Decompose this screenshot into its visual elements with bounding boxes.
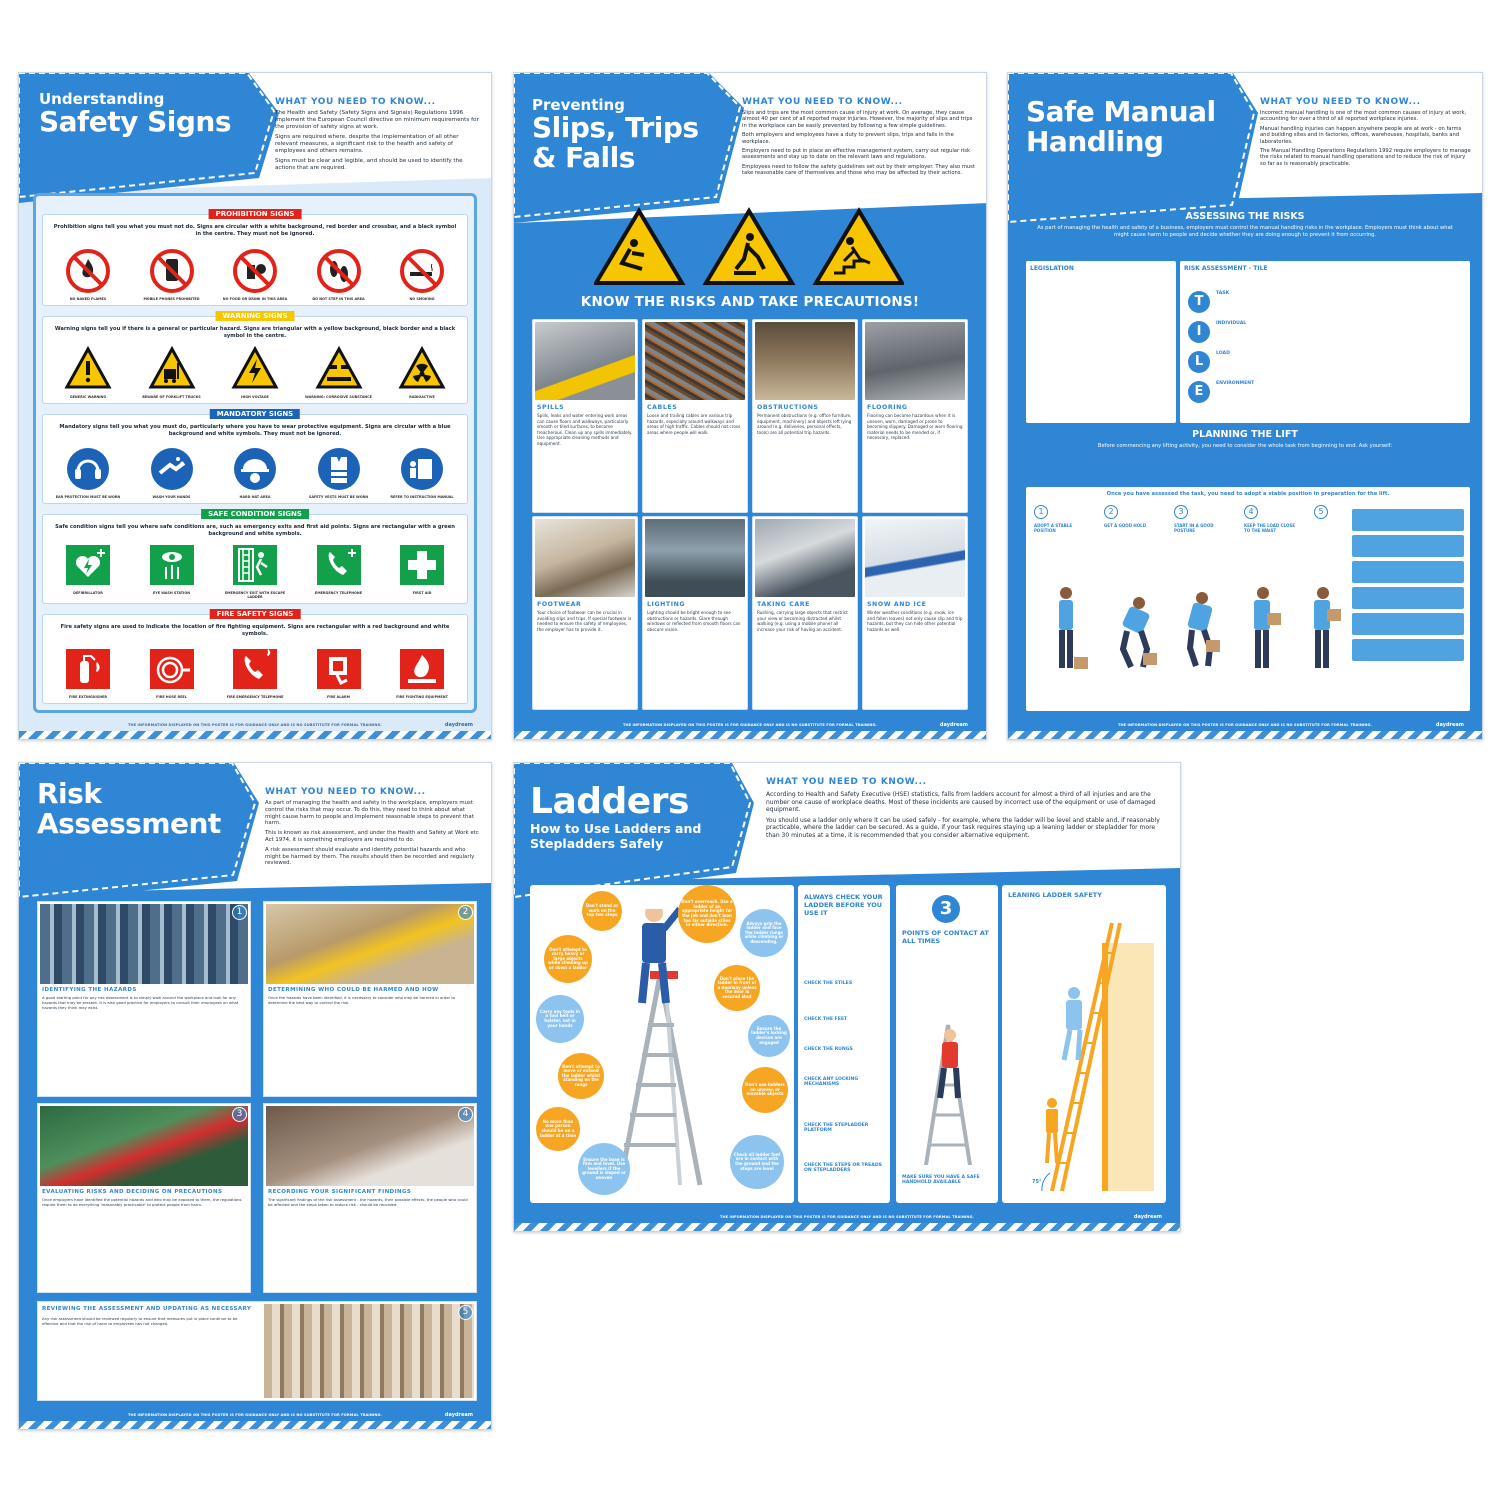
tile-letter-badge: I — [1188, 321, 1210, 343]
tile-letter-badge: L — [1188, 351, 1210, 373]
poster-title — [532, 97, 699, 173]
prohibition-section — [42, 210, 468, 306]
sign-caption: MOBILE PHONES PROHIBITED — [143, 297, 200, 301]
sign-caption: EMERGENCY TELEPHONE — [314, 591, 363, 595]
brand-logo: daydream — [444, 722, 473, 728]
sign-mobile-phones — [137, 247, 207, 301]
title-big: Assessment — [37, 807, 221, 840]
intro-paragraph: A risk assessment should evaluate and identify potential hazards and who might be harmed by them. The results should then be recorded and regularly reviewed. — [265, 846, 475, 867]
check-item: CHECK THE STEPS OR TREADS ON STEPLADDERS — [804, 1163, 882, 1173]
sign-emergency-phone — [304, 541, 374, 599]
ladder-tip-bubble: Ensure the ladder's locking devices are engaged — [748, 1015, 790, 1057]
fire-alarm-icon — [315, 645, 363, 693]
sign-forklift — [137, 345, 207, 399]
sign-caption: FIRE EXTINGUISHER — [68, 695, 108, 699]
intro-text — [275, 110, 481, 175]
ladder-tip-bubble: Always grip the ladder and face the ladder rungs while climbing or descending. — [740, 909, 788, 957]
phone-icon — [315, 541, 363, 589]
hazard-text: Spills, leaks and water entering work areas can cause floors and walkways, particularly smooth or tiled surfaces, to become treacherous. Clean up any spills immediately. Use appropriate cleaning methods and equipment. — [537, 413, 633, 446]
tile-panel — [1180, 261, 1470, 423]
hazard-text: Lighting should be bright enough to see obstructions or hazards. Glare through windows or reflected from smooth floors can obscure vision. — [647, 610, 741, 632]
section-description: Mandatory signs tell you what you must do, particularly where you have to wear protective equipment. Signs are circular with a blue background and white symbols. They must not be ignored. — [59, 424, 451, 437]
intro-paragraph: Employers need to put in place an effective management system, carry out regular risk assessments and stay up to date on the relevant laws and regulations. — [742, 148, 971, 161]
risk-step-card — [263, 1103, 477, 1293]
sign-safety-vest — [304, 445, 374, 499]
signs-frame — [33, 193, 477, 713]
hatch-border — [19, 731, 491, 739]
worker-figure — [642, 901, 680, 1003]
lift-figure-3 — [1187, 592, 1220, 666]
sign-no-smoking — [387, 247, 457, 301]
intro-text — [1260, 110, 1472, 170]
tile-letter-badge: E — [1188, 381, 1210, 403]
disclaimer: THE INFORMATION DISPLAYED ON THIS POSTER IS FOR GUIDANCE ONLY AND IS NO SUBSTITUTE FOR FORMAL TRAINING. — [127, 1413, 383, 1417]
tile-word: INDIVIDUAL — [1216, 321, 1247, 326]
sign-caption: RADIOACTIVE — [409, 395, 435, 399]
lift-steps-panel — [1026, 487, 1470, 711]
title-big: Handling — [1026, 125, 1164, 158]
intro-paragraph: This is known as risk assessment, and under the Health and Safety at Work etc Act 1974, it is something employers are required to do. — [265, 830, 479, 843]
poster-safe-manual-handling — [1007, 72, 1483, 740]
step-number: 5 — [458, 1305, 473, 1320]
taking-care-photo — [755, 519, 855, 597]
step-text: The significant findings of the risk assessment - the hazards, their possible effects, the people who could be affected and the steps taken to reduce risk - should be recorded. — [268, 1197, 468, 1207]
lift-figure-1 — [1059, 587, 1088, 669]
poster-title — [39, 91, 231, 137]
step-label: START IN A GOOD POSTURE — [1174, 523, 1214, 533]
sign-fire-hose — [137, 645, 207, 699]
fire-safety-section — [42, 610, 468, 704]
first-aid-icon — [398, 541, 446, 589]
sign-fire-extinguisher — [53, 645, 123, 699]
intro-text — [265, 800, 481, 870]
hazard-title: LIGHTING — [647, 601, 686, 608]
section-label: FIRE SAFETY SIGNS — [210, 609, 301, 619]
ladder-tip-bubble: Don't overreach. Use a ladder of an appropriate height for the job and don't lean too far outside stiles in either direction. — [678, 885, 736, 943]
flooring-photo — [865, 322, 965, 400]
step-label: ADOPT A STABLE POSITION — [1034, 523, 1073, 533]
brand-logo: daydream — [1133, 1214, 1162, 1220]
prohibition-icon — [315, 247, 363, 295]
sign-caption: REFER TO INSTRUCTION MANUAL — [390, 495, 454, 499]
tips-column — [1352, 509, 1464, 661]
ladder-tip-bubble: No more than one person should be on a ladder at a time — [536, 1107, 580, 1151]
hazard-card — [532, 516, 638, 710]
intro-paragraph: The Health and Safety (Safety Signs and Signals) Regulations 1996 implement the European Council directive on minimum requirements for the provision of safety signs at work. — [275, 110, 479, 130]
footwear-photo — [535, 519, 635, 597]
assessing-text: As part of managing the health and safety of a business, employers must control the manual handling risks in the workplace. Employers must think about what might cause harm to people and decide whether they are doing enough to prevent it from occurring. — [1037, 225, 1453, 238]
sign-wash-hands — [137, 445, 207, 499]
hazard-text: Winter weather conditions (e.g. snow, ice and fallen leaves) not only cause slip and trip hazards, but they can hide other potential hazards as well. — [867, 610, 963, 632]
hazard-title: CABLES — [647, 404, 678, 411]
ladder-tip-bubble: Don't attempt to carry heavy or large objects while climbing up or down a ladder — [544, 935, 592, 983]
sign-row — [53, 247, 457, 301]
prohibition-icon — [398, 247, 446, 295]
sign-caption: HIGH VOLTAGE — [241, 395, 269, 399]
intro-paragraph: As part of managing the health and safety in the workplace, employers must control the risks that may occur. To do this, they need to think about what might cause harm to people and implement reasonable steps to prevent that harm. — [265, 800, 474, 827]
sign-caption: FIRST AID — [412, 591, 432, 595]
hazards-photo — [40, 904, 248, 984]
disclaimer: THE INFORMATION DISPLAYED ON THIS POSTER IS FOR GUIDANCE ONLY AND IS NO SUBSTITUTE FOR FORMAL TRAINING. — [1117, 723, 1373, 727]
manual-icon — [398, 445, 446, 493]
points-of-contact-panel — [896, 885, 998, 1203]
title-big: Safety Signs — [39, 105, 232, 138]
section-description: Prohibition signs tell you what you must not do. Signs are circular with a white background, red border and crossbar, and a black symbol in the centre. They must not be ignored. — [53, 224, 457, 237]
defibrillator-icon — [64, 541, 112, 589]
sign-caption: SAFETY VESTS MUST BE WORN — [308, 495, 369, 499]
hatch-border — [1008, 731, 1482, 739]
hazard-title: FLOORING — [867, 404, 908, 411]
headline: KNOW THE RISKS AND TAKE PRECAUTIONS! — [580, 294, 920, 310]
warning-triangle-icon — [64, 345, 112, 393]
planning-heading: PLANNING THE LIFT — [1192, 429, 1298, 440]
check-ladder-heading: ALWAYS CHECK YOUR LADDER BEFORE YOU USE IT — [804, 893, 883, 917]
prohibition-icon — [231, 247, 279, 295]
prohibition-icon — [148, 247, 196, 295]
poster-slips-trips-falls — [513, 72, 987, 740]
warning-triangle-icon — [315, 345, 363, 393]
ladder-tip-bubble: Don't stand or work on the top two steps — [582, 891, 622, 931]
sign-hard-hat — [220, 445, 290, 499]
warning-triangle-icon — [148, 345, 196, 393]
step-label: KEEP THE LOAD CLOSE TO THE WAIST — [1244, 523, 1295, 533]
ladder-tip-bubble: Don't attempt to move or extend the ladder whilst standing on the rungs — [558, 1053, 604, 1099]
intro-paragraph: You should use a ladder only where it can be used safely - for example, where the ladder will be level and stable and, if reasonably practicable, where the ladder can be secured. As a guide, if your task requires staying up a leaning ladder or stepladder for more than 30 minutes at a time, it is recommended that you consider alternative equipment. — [766, 816, 1160, 839]
step-title: DETERMINING WHO COULD BE HARMED AND HOW — [268, 987, 439, 993]
sign-defibrillator — [53, 541, 123, 599]
sign-caption: FIRE EMERGENCY TELEPHONE — [226, 695, 284, 699]
fire-extinguisher-icon — [64, 645, 112, 693]
warning-triangle-icon — [398, 345, 446, 393]
sign-row — [53, 541, 457, 599]
hazard-text: Flooring can become hazardous when it is uneven, worn, damaged or prone to becoming slippery. Damaged or worn flooring material needs to be mended or, if necessary, replaced. — [867, 413, 963, 441]
section-description: Warning signs tell you if there is a general or particular hazard. Signs are triangular with a yellow background, black border and a black symbol in the centre. — [54, 326, 456, 339]
step-number: 2 — [1104, 505, 1118, 519]
hazard-card — [752, 319, 858, 513]
safe-condition-section — [42, 510, 468, 604]
wyntk-heading: WHAT YOU NEED TO KNOW... — [1260, 97, 1421, 107]
hazard-text: Your choice of footwear can be crucial in avoiding slips and trips. If special footwear is needed to ensure the safety of employees, the employer has to provide it. — [537, 610, 632, 632]
reviewing-photo — [264, 1304, 474, 1398]
section-label: WARNING SIGNS — [215, 311, 294, 321]
title-big: & Falls — [532, 141, 635, 174]
phone-icon — [231, 645, 279, 693]
hazard-title: OBSTRUCTIONS — [757, 404, 819, 411]
sign-radioactive — [387, 345, 457, 399]
ladder-tip-bubble: Ensure the base is firm and level. Use levellers if the ground is sloped or uneven — [578, 1143, 630, 1195]
sign-row — [53, 345, 457, 399]
wash-hands-icon — [148, 445, 196, 493]
brand-logo: daydream — [1435, 722, 1464, 728]
brand-logo: daydream — [939, 722, 968, 728]
title-big: Slips, Trips — [532, 111, 699, 144]
sign-caption: DO NOT STEP IN THIS AREA — [312, 297, 365, 301]
wyntk-heading: WHAT YOU NEED TO KNOW... — [742, 97, 903, 107]
sign-generic-warning — [53, 345, 123, 399]
sign-caption: EAR PROTECTION MUST BE WORN — [55, 495, 121, 499]
hazard-text: Loose and trailing cables are various trip hazards, especially around walkways and areas of high traffic. Cables should not cross areas where people will walk. — [647, 413, 741, 435]
poster-ladders — [513, 762, 1181, 1232]
legislation-heading: LEGISLATION — [1030, 265, 1074, 272]
sign-ear-protection — [53, 445, 123, 499]
risk-step-card — [263, 901, 477, 1097]
title-big: Ladders — [530, 781, 689, 822]
hazard-text: Permanent obstructions (e.g. office furniture, equipment, machinery) and objects left lying around (e.g. deliveries, personal effects, tools) are all potential trip hazards. — [757, 413, 852, 435]
sign-caption: FIRE ALARM — [326, 695, 351, 699]
intro-paragraph: Signs must be clear and legible, and should be used to identify the actions that are required. — [275, 158, 463, 171]
ladder-tip-bubble: Don't use ladders on uneven or movable objects — [742, 1067, 788, 1113]
brand-logo: daydream — [444, 1412, 473, 1418]
sign-no-naked-flames — [53, 247, 123, 301]
sign-fire-alarm — [304, 645, 374, 699]
intro-paragraph: According to Health and Safety Executive (HSE) statistics, falls from ladders account for almost a third of all injuries and are the number one cause of workplace deaths. Most of these incidents are caused by incorrect use of the equipment or use of damaged equipment. — [766, 791, 1156, 814]
sign-high-voltage — [220, 345, 290, 399]
risk-step-card-wide — [37, 1301, 477, 1401]
poster-risk-assessment — [18, 762, 492, 1430]
sign-caption: NO FOOD OR DRINK IN THIS AREA — [222, 297, 288, 301]
sign-caption: DEFIBRILLATOR — [73, 591, 103, 595]
sign-no-food — [220, 247, 290, 301]
step-number: 4 — [458, 1107, 473, 1122]
step-number: 3 — [232, 1107, 247, 1122]
assessing-heading: ASSESSING THE RISKS — [1185, 211, 1305, 222]
poster-title — [37, 779, 221, 839]
hatch-border — [514, 1223, 1180, 1231]
lighting-photo — [645, 519, 745, 597]
section-description: Fire safety signs are used to indicate the location of fire fighting equipment. Signs are rectangular with a red background and white symbols. — [60, 624, 450, 637]
contact-illustration — [896, 1015, 998, 1165]
safety-vest-icon — [315, 445, 363, 493]
obstructions-photo — [755, 322, 855, 400]
sign-caption: FIRE HOSE REEL — [156, 695, 187, 699]
lifting-figures — [1026, 487, 1470, 711]
sign-eye-wash — [137, 541, 207, 599]
sign-caption: HARD HAT AREA — [239, 495, 271, 499]
handhold-note: MAKE SURE YOU HAVE A SAFE HANDHOLD AVAILABLE — [902, 1175, 980, 1185]
step-number: 2 — [458, 905, 473, 920]
step-number: 1 — [232, 905, 247, 920]
leaning-ladder-panel — [1002, 885, 1166, 1203]
tile-word: ENVIRONMENT — [1216, 381, 1255, 386]
intro-paragraph: Both employers and employees have a duty to prevent slips, trips and falls in the workplace. — [742, 132, 954, 145]
intro-paragraph: The Manual Handling Operations Regulations 1992 require employers to manage the risks related to manual handling operations and to reduce the risk of injury so far as is reasonably practicable. — [1260, 148, 1471, 167]
stable-position-text: Once you have assessed the task, you need to adopt a stable position in preparation for the lift. — [1106, 491, 1390, 497]
intro-text — [742, 110, 976, 180]
step-title: REVIEWING THE ASSESSMENT AND UPDATING AS NECESSARY — [42, 1306, 252, 1312]
slip-warning-icon — [596, 211, 682, 283]
title-small: Understanding — [39, 90, 165, 108]
mandatory-section — [42, 410, 468, 504]
spills-photo — [535, 322, 635, 400]
wyntk-heading: WHAT YOU NEED TO KNOW... — [766, 777, 927, 787]
step-number: 3 — [1174, 505, 1188, 519]
step-text: A good starting point for any risk assessment is to simply walk around the workplace and look for any hazards that may be present. It is also good practice for employers to consult their employees on what hazards they think may exist. — [42, 995, 239, 1010]
intro-paragraph: Manual handling injuries can happen anywhere people are at work - on farms and building sites and in factories, offices, warehouses, hospitals, banks and laboratories. — [1260, 125, 1462, 145]
disclaimer: THE INFORMATION DISPLAYED ON THIS POSTER IS FOR GUIDANCE ONLY AND IS NO SUBSTITUTE FOR FORMAL TRAINING. — [719, 1215, 975, 1219]
hatch-border — [19, 1421, 491, 1429]
check-item: CHECK ANY LOCKING MECHANISMS — [804, 1077, 859, 1087]
ladder-tip-bubble: Don't place the ladder in front of a doorway unless the door is secured shut — [714, 965, 760, 1011]
ladder-tip-bubble: Check all ladder feet are in contact with the ground and the steps are level — [730, 1135, 784, 1189]
hatch-border — [514, 731, 986, 739]
fall-warning-icon — [816, 211, 902, 283]
title-big: Safe Manual — [1026, 95, 1216, 128]
sign-row — [53, 445, 457, 499]
hard-hat-icon — [231, 445, 279, 493]
points-of-contact-heading: POINTS OF CONTACT AT ALL TIMES — [902, 929, 989, 945]
sign-first-aid — [387, 541, 457, 599]
step-text: Once employers have identified the potential hazards and who may be exposed to them, the regulations require them to do everything 'reasonably practicable' to protect people from harm. — [42, 1197, 242, 1207]
check-item: CHECK THE STILES — [804, 981, 853, 986]
tile-word: TASK — [1216, 291, 1230, 296]
hazard-title: SNOW AND ICE — [867, 601, 927, 608]
sign-caption: WASH YOUR HANDS — [152, 495, 191, 499]
hazard-card — [642, 319, 748, 513]
section-label: SAFE CONDITION SIGNS — [201, 509, 309, 519]
lift-figure-5 — [1314, 587, 1341, 668]
prohibition-icon — [64, 247, 112, 295]
step-title: IDENTIFYING THE HAZARDS — [42, 987, 137, 993]
sign-caption: NO SMOKING — [409, 297, 435, 301]
fire-equipment-icon — [398, 645, 446, 693]
intro-text — [766, 791, 1166, 843]
title-sub: Stepladders Safely — [530, 836, 664, 851]
sign-caption: BEWARE OF FORKLIFT TRUCKS — [142, 395, 201, 399]
step-number: 4 — [1244, 505, 1258, 519]
step-text: Once the hazards have been identified, it is necessary to consider who may be harmed in order to determine the best way to control the risk. — [268, 995, 456, 1005]
tile-word: LOAD — [1216, 351, 1230, 356]
hazard-title: FOOTWEAR — [537, 601, 582, 608]
escape-ladder-icon — [231, 541, 279, 589]
hazard-card — [532, 319, 638, 513]
evaluating-photo — [40, 1106, 248, 1186]
poster-title — [1026, 97, 1216, 157]
sign-caption: FIRE FIGHTING EQUIPMENT — [396, 695, 448, 699]
lift-figure-2 — [1121, 597, 1157, 667]
sign-caption: GENERIC WARNING — [69, 395, 107, 399]
step-title: EVALUATING RISKS AND DECIDING ON PRECAUTIONS — [42, 1189, 223, 1195]
step-title: RECORDING YOUR SIGNIFICANT FINDINGS — [268, 1189, 412, 1195]
risk-step-card — [37, 901, 251, 1097]
step-label: GET A GOOD HOLD — [1104, 523, 1147, 528]
hazard-card — [642, 516, 748, 710]
title-small: Preventing — [532, 96, 625, 114]
contact-number-badge: 3 — [932, 895, 960, 923]
section-label: PROHIBITION SIGNS — [209, 209, 302, 219]
sign-fire-equipment — [387, 645, 457, 699]
ladder-tip-bubble: Carry any tools in a tool belt or holster, not in your hands — [536, 995, 584, 1043]
section-description: Safe condition signs tell you where safe conditions are, such as emergency exits and first aid points. Signs are rectangular with a green background and white symbols. — [55, 524, 455, 537]
sign-caption: WARNING: CORROSIVE SUBSTANCE — [305, 395, 372, 399]
ear-protection-icon — [64, 445, 112, 493]
stepladder-panel — [530, 885, 794, 1203]
lift-figure-4 — [1254, 587, 1281, 668]
poster-safety-signs — [18, 72, 492, 740]
trip-warning-icon — [706, 211, 792, 283]
leaning-ladder-illustration — [1002, 903, 1166, 1203]
sign-corrosive — [304, 345, 374, 399]
step-text: Any risk assessment should be reviewed regularly to ensure that measures put in place continue to be effective and that the risk of harm to employees has not changed. — [42, 1316, 238, 1326]
tile-letter-badge: T — [1188, 291, 1210, 313]
check-item: CHECK THE RUNGS — [804, 1047, 853, 1052]
section-label: MANDATORY SIGNS — [210, 409, 300, 419]
hazard-card — [752, 516, 858, 710]
step-number: 5 — [1314, 505, 1328, 519]
check-ladder-panel — [798, 885, 890, 1203]
warning-section — [42, 312, 468, 404]
wyntk-heading: WHAT YOU NEED TO KNOW... — [265, 787, 426, 797]
hazard-card — [862, 516, 968, 710]
recording-photo — [266, 1106, 474, 1186]
stepladder — [620, 971, 700, 1185]
hazard-title: TAKING CARE — [757, 601, 810, 608]
snow-ice-photo — [865, 519, 965, 597]
legislation-text-lines — [1030, 275, 1170, 415]
sign-caption: EMERGENCY EXIT WITH ESCAPE LADDER — [224, 591, 286, 599]
check-item: CHECK THE FEET — [804, 1017, 848, 1022]
warning-triangle-icon — [231, 345, 279, 393]
poster-title — [530, 783, 701, 851]
risk-step-card — [37, 1103, 251, 1293]
sign-fire-phone — [220, 645, 290, 699]
angle-label: 75° — [1032, 1179, 1042, 1185]
hazard-title: SPILLS — [537, 404, 565, 411]
intro-paragraph: Slips and trips are the most common cause of injury at work. On average, they cause almost 40 per cent of all reported major injuries. However, the majority of slips and trips in the workplace can be easily prevented by following a few simple guidelines. — [742, 110, 973, 129]
disclaimer: THE INFORMATION DISPLAYED ON THIS POSTER IS FOR GUIDANCE ONLY AND IS NO SUBSTITUTE FOR FORMAL TRAINING. — [622, 723, 878, 727]
leaning-ladder-heading: LEANING LADDER SAFETY — [1008, 891, 1102, 899]
title-big: Risk — [37, 777, 102, 810]
planning-text: Before commencing any lifting activity, you need to consider the whole task from beginning to end. Ask yourself: — [1097, 443, 1393, 449]
intro-paragraph: Signs are required where, despite the implementation of all other relevant measures, a significant risk to the health and safety of employees and others remains. — [275, 134, 459, 154]
sign-instruction-manual — [387, 445, 457, 499]
intro-paragraph: Employees need to follow the safety guidelines set out by their employer. They also must take reasonable care of themselves and those who may be affected by their actions. — [742, 163, 975, 177]
sign-caption: NO NAKED FLAMES — [69, 297, 107, 301]
eye-wash-icon — [148, 541, 196, 589]
disclaimer: THE INFORMATION DISPLAYED ON THIS POSTER IS FOR GUIDANCE ONLY AND IS NO SUBSTITUTE FOR FORMAL TRAINING. — [127, 723, 383, 727]
intro-paragraph: Incorrect manual handling is one of the most common causes of injury at work, accounting for over a third of all reported workplace injuries. — [1260, 110, 1467, 123]
sign-row — [53, 645, 457, 699]
title-sub: How to Use Ladders and — [530, 821, 702, 836]
sign-do-not-step — [304, 247, 374, 301]
step-number: 1 — [1034, 505, 1048, 519]
wyntk-heading: WHAT YOU NEED TO KNOW... — [275, 97, 436, 107]
legislation-panel — [1026, 261, 1176, 423]
fire-hose-icon — [148, 645, 196, 693]
cables-photo — [645, 322, 745, 400]
sign-escape-ladder — [220, 541, 290, 599]
warning-triangles — [594, 207, 904, 287]
check-item: CHECK THE STEPLADDER PLATFORM — [804, 1123, 869, 1133]
hazard-text: Rushing, carrying large objects that restrict your view or becoming distracted whilst walking (e.g. using a mobile phone) all increase your risk of having an accident. — [757, 610, 848, 632]
tile-heading: RISK ASSESSMENT - TILE — [1184, 265, 1268, 272]
hazard-card — [862, 319, 968, 513]
sign-caption: EYE WASH STATION — [152, 591, 191, 595]
harmed-photo — [266, 904, 474, 984]
